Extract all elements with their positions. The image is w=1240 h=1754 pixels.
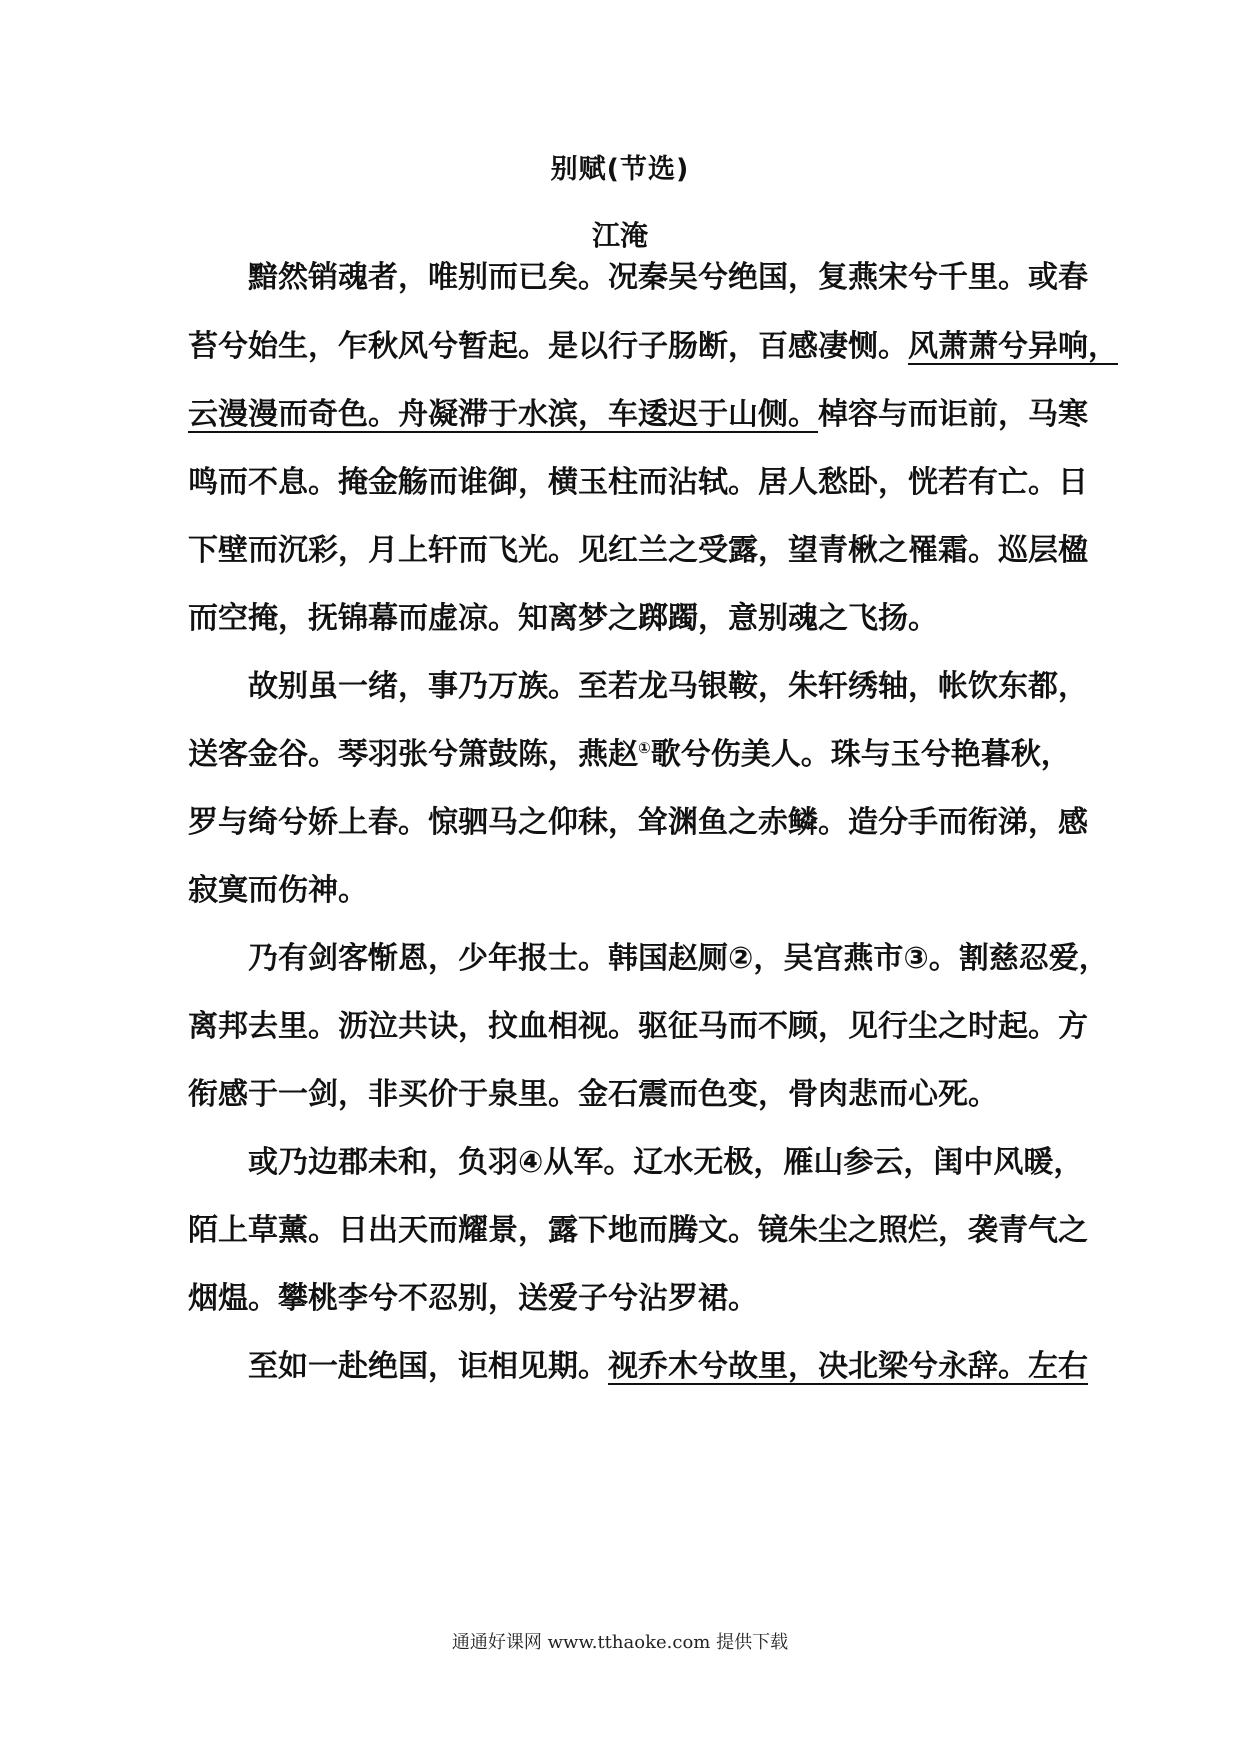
text-line-15 [188,1208,1088,1254]
line-text: 送客金谷。琴羽张兮箫鼓陈，燕赵 [188,737,638,772]
text-line-17 [248,1344,1088,1390]
line-text: 乃有剑客惭恩，少年报士。韩国赵厕②，吴宫燕市③。割慈忍爱， [248,941,1109,976]
line-text: 鸣而不息。掩金觞而谁御，横玉柱而沾轼。居人愁卧，恍若有亡。日 [188,465,1088,500]
underlined-text: 风萧萧兮异响， [908,329,1118,364]
underlined-text: 云漫漫而奇色。舟凝滞于水滨，车逶迟于山侧。 [188,397,818,432]
line-text: 黯然销魂者，唯别而已矣。况秦吴兮绝国，复燕宋兮千里。或春 [248,260,1088,295]
line-text: 寂寞而伤神。 [188,873,368,908]
page-footer: 通通好课网 www.tthaoke.com 提供下载 [451,1632,789,1653]
line-text: 烟煴。攀桃李兮不忍别，送爱子兮沾罗裙。 [188,1281,758,1316]
line-text: 离邦去里。沥泣共诀，抆血相视。驱征马而不顾，见行尘之时起。方 [188,1009,1088,1044]
text-line-9 [188,800,1088,846]
text-line-10 [188,868,1052,914]
text-line-11 [248,936,1109,982]
text-line-2 [188,324,1118,370]
underlined-text: 视乔木兮故里，决北梁兮永辞。左右 [608,1349,1088,1384]
line-text: 至如一赴绝国，讵相见期。 [248,1349,608,1384]
line-text: 衔感于一剑，非买价于泉里。金石震而色变，骨肉悲而心死。 [188,1077,998,1112]
footnote-marker: ① [638,739,651,757]
line-text: 陌上草薰。日出天而耀景，露下地而腾文。镜朱尘之照烂，袭青气之 [188,1213,1088,1248]
text-line-13 [188,1072,1052,1118]
author-name: 江淹 [591,219,648,252]
page-title: 别赋(节选) [550,154,690,185]
line-text: 下壁而沉彩，月上轩而飞光。见红兰之受露，望青楸之罹霜。巡层楹 [188,533,1088,568]
line-text: 罗与绮兮娇上春。惊驷马之仰秣，耸渊鱼之赤鳞。造分手而衔涕，感 [188,805,1088,840]
text-line-5 [188,528,1088,574]
text-line-16 [188,1276,1052,1322]
text-line-3 [188,392,1088,438]
text-line-1 [248,255,1088,301]
text-line-14 [248,1140,1084,1186]
line-text: 故别虽一绪，事乃万族。至若龙马银鞍，朱轩绣轴，帐饮东都， [248,669,1088,704]
text-line-8 [188,732,1071,778]
text-line-7 [248,664,1088,710]
line-text: 或乃边郡未和，负羽④从军。辽水无极，雁山参云，闺中风暖， [248,1145,1084,1180]
line-text: 苔兮始生，乍秋风兮暂起。是以行子肠断，百感凄恻。 [188,329,908,364]
text-line-6 [188,596,1052,642]
line-text: 歌兮伤美人。珠与玉兮艳暮秋， [650,737,1071,772]
text-line-4 [188,460,1088,506]
line-text: 棹容与而讵前，马寒 [818,397,1088,432]
line-text: 而空掩，抚锦幕而虚凉。知离梦之踯躅，意别魂之飞扬。 [188,601,938,636]
text-line-12 [188,1004,1088,1050]
